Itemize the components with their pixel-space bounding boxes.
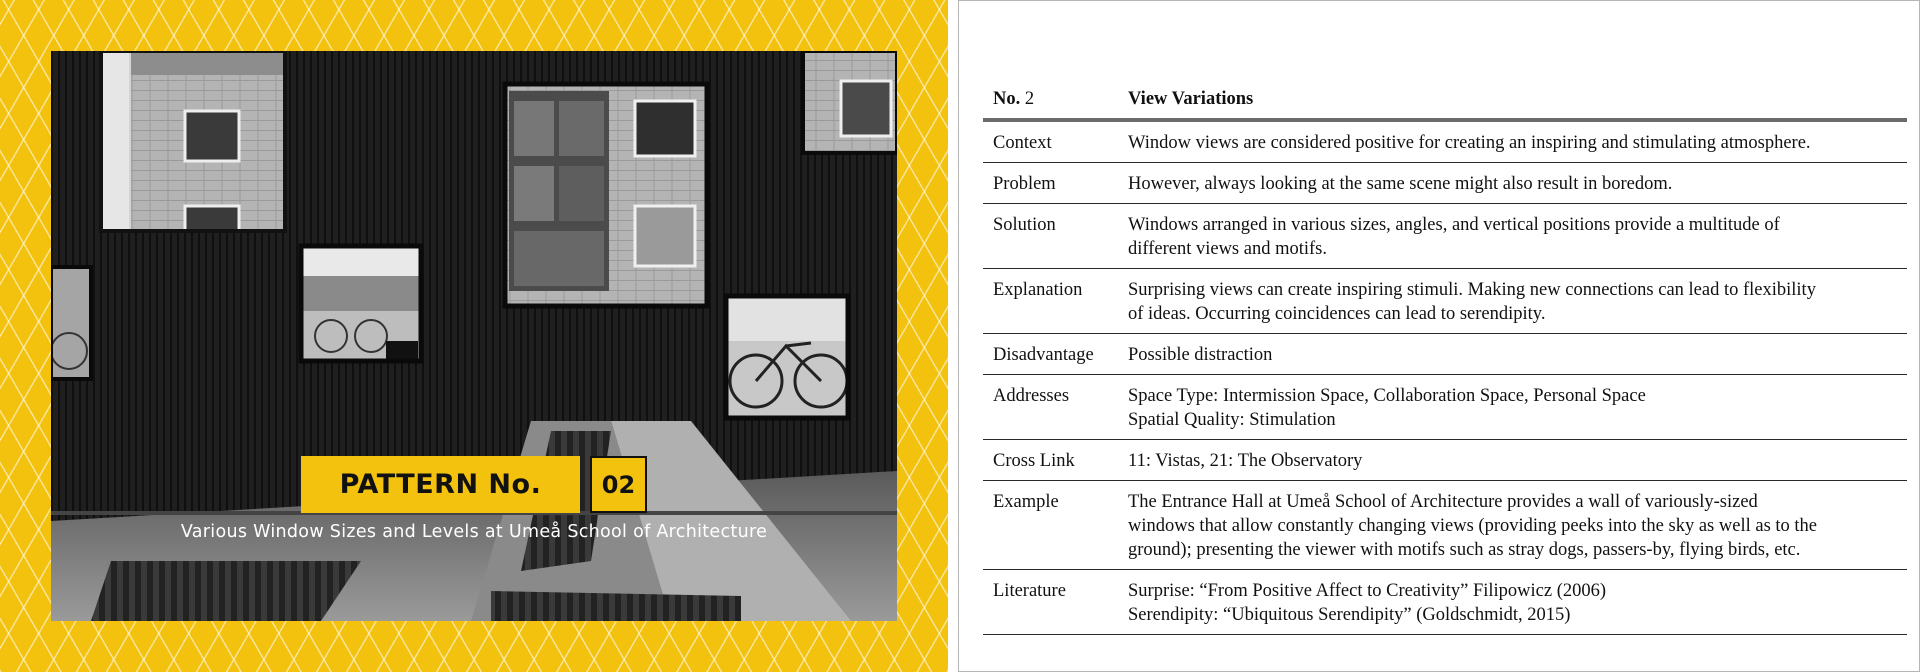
row-value-line: Window views are considered positive for creating an inspiring and stimulating atmosphere. [1128, 133, 1811, 153]
window-middle-small [301, 246, 421, 361]
table-header-row [983, 81, 1907, 120]
row-label: Literature [983, 570, 1118, 635]
row-value-line: Surprising views can create inspiring stimuli. Making new connections can lead to flexibility [1128, 280, 1816, 300]
row-value [1118, 120, 1907, 163]
row-label: Problem [983, 163, 1118, 204]
row-value-line: Serendipity: “Ubiquitous Serendipity” (Goldschmidt, 2015) [1128, 605, 1571, 625]
row-value [1118, 570, 1907, 635]
row-label: Cross Link [983, 440, 1118, 481]
row-value-line: windows that allow constantly changing views (providing peeks into the sky as well as to the [1128, 516, 1818, 536]
row-label: Disadvantage [983, 334, 1118, 375]
row-value-line: ground); presenting the viewer with motifs such as stray dogs, passers-by, flying birds, etc. [1128, 540, 1801, 560]
pattern-title: View Variations [1118, 81, 1907, 120]
window-right-bicycle [726, 296, 848, 418]
row-value-line: of ideas. Occurring coincidences can lead to serendipity. [1128, 304, 1546, 324]
table-row [983, 120, 1907, 163]
pattern-number-value: 2 [1024, 89, 1035, 109]
table-row [983, 204, 1907, 269]
row-value [1118, 481, 1907, 570]
window-top-right [803, 51, 897, 153]
table-row [983, 334, 1907, 375]
table-row [983, 481, 1907, 570]
row-label: Context [983, 120, 1118, 163]
row-value-line: Space Type: Intermission Space, Collaboration Space, Personal Space [1128, 386, 1646, 406]
row-label: Solution [983, 204, 1118, 269]
row-label: Example [983, 481, 1118, 570]
table-row [983, 440, 1907, 481]
row-value-line: Possible distraction [1128, 345, 1273, 365]
row-value [1118, 269, 1907, 334]
pattern-number-badge: 02 [590, 456, 647, 513]
pattern-table [983, 81, 1907, 635]
window-left-edge [51, 267, 91, 379]
row-value [1118, 375, 1907, 440]
table-row [983, 163, 1907, 204]
row-value [1118, 163, 1907, 204]
row-value-line: The Entrance Hall at Umeå School of Architecture provides a wall of variously-sized [1128, 492, 1758, 512]
row-value [1118, 334, 1907, 375]
window-top-left [101, 51, 285, 231]
window-top-center [505, 84, 707, 306]
row-value-line: Spatial Quality: Stimulation [1128, 410, 1336, 430]
row-label: Addresses [983, 375, 1118, 440]
pattern-number-cell [983, 81, 1118, 120]
pattern-number-label: No. [993, 89, 1021, 109]
row-value [1118, 204, 1907, 269]
row-value [1118, 440, 1907, 481]
table-row [983, 375, 1907, 440]
row-value-line: Surprise: “From Positive Affect to Creativity” Filipowicz (2006) [1128, 581, 1607, 601]
row-value-line: Windows arranged in various sizes, angles, and vertical positions provide a multitude of [1128, 215, 1780, 235]
table-row [983, 269, 1907, 334]
pattern-label: PATTERN No. [301, 456, 580, 513]
row-value-line: different views and motifs. [1128, 239, 1328, 259]
row-label: Explanation [983, 269, 1118, 334]
pattern-description-card [958, 0, 1920, 672]
pattern-card [0, 0, 948, 672]
table-row [983, 570, 1907, 635]
row-value-line: 11: Vistas, 21: The Observatory [1128, 451, 1363, 471]
photo-caption: Various Window Sizes and Levels at Umeå School of Architecture [180, 522, 768, 542]
row-value-line: However, always looking at the same scene might also result in boredom. [1128, 174, 1673, 194]
